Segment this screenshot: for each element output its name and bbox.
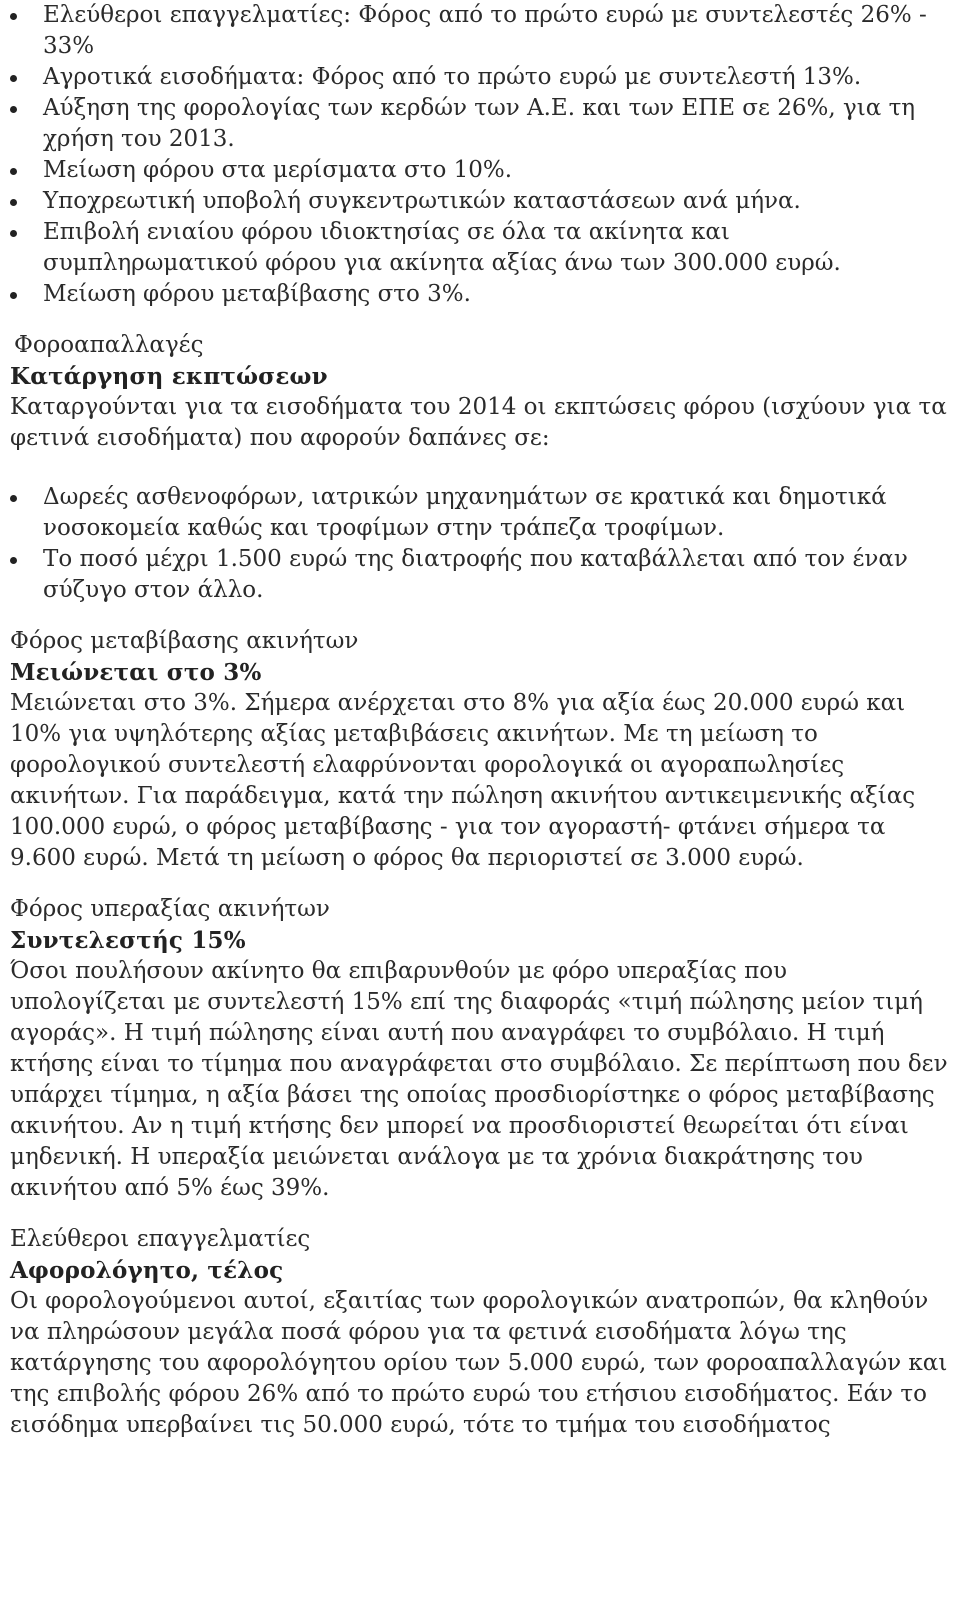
- section-exemptions: [10, 330, 950, 606]
- section-headline: Συντελεστής 15%: [10, 927, 246, 954]
- section-kicker: Φόρος υπεραξίας ακινήτων: [10, 896, 330, 922]
- section-body: Οι φορολογούμενοι αυτοί, εξαιτίας των φορολογικών ανατροπών, θα κληθούν να πληρώσουν μεγάλα ποσά φόρου για τα φετινά εισοδήματα λόγω της κατάργησης του αφορολόγητου ορίου των 5.000 ευρώ, των φοροαπαλλαγών και της επιβολής φόρου 26% από το πρώτο ευρώ του ετήσιου εισοδήματος. Εάν το εισόδημα υπερβαίνει τις 50.000 ευρώ, τότε το τμήμα του εισοδήματος: [10, 1288, 948, 1438]
- section-headline: Μειώνεται στο 3%: [10, 659, 262, 686]
- list-item: Αύξηση της φορολογίας των κερδών των Α.Ε. και των ΕΠΕ σε 26%, για τη χρήση του 2013.: [10, 93, 930, 155]
- list-item: Το ποσό μέχρι 1.500 ευρώ της διατροφής που καταβάλλεται από τον έναν σύζυγο στον άλλο.: [10, 544, 930, 606]
- section-kicker: Φοροαπαλλαγές: [14, 332, 204, 358]
- section-headline: Κατάργηση εκπτώσεων: [10, 363, 328, 390]
- section-kicker: Ελεύθεροι επαγγελματίες: [10, 1226, 311, 1252]
- list-item: Δωρεές ασθενοφόρων, ιατρικών μηχανημάτων σε κρατικά και δημοτικά νοσοκομεία καθώς και τροφίμων στην τράπεζα τροφίμων.: [10, 482, 930, 544]
- section-body: Καταργούνται για τα εισοδήματα του 2014 οι εκπτώσεις φόρου (ισχύουν για τα φετινά εισοδήματα) που αφορούν δαπάνες σε:: [10, 394, 947, 451]
- section-body: Μειώνεται στο 3%. Σήμερα ανέρχεται στο 8% για αξία έως 20.000 ευρώ και 10% για υψηλότερης αξίας μεταβιβάσεις ακινήτων. Με τη μείωση το φορολογικού συντελεστή ελαφρύνονται φορολογικά οι αγοραπωλησίες ακινήτων. Για παράδειγμα, κατά την πώληση ακινήτου αντικειμενικής αξίας 100.000 ευρώ, ο φόρος μεταβίβασης - για τον αγοραστή- φτάνει σήμερα τα 9.600 ευρώ. Μετά τη μείωση ο φόρος θα περιοριστεί σε 3.000 ευρώ.: [10, 690, 916, 871]
- list-item: Ελεύθεροι επαγγελματίες: Φόρος από το πρώτο ευρώ με συντελεστές 26% - 33%: [10, 0, 930, 62]
- section-headline: Αφορολόγητο, τέλος: [10, 1257, 284, 1284]
- section-body: Όσοι πουλήσουν ακίνητο θα επιβαρυνθούν με φόρο υπεραξίας που υπολογίζεται με συντελεστή 15% επί της διαφοράς «τιμή πώλησης μείον τιμή αγοράς». Η τιμή πώλησης είναι αυτή που αναγράφει το συμβόλαιο. Η τιμή κτήσης είναι το τίμημα που αναγράφεται στο συμβόλαιο. Σε περίπτωση που δεν υπάρχει τίμημα, η αξία βάσει της οποίας προσδιορίστηκε ο φόρος μεταβίβασης ακινήτου. Αν η τιμή κτήσης δεν μπορεί να προσδιοριστεί θεωρείται ότι είναι μηδενική. Η υπεραξία μειώνεται ανάλογα με τα χρόνια διακράτησης του ακινήτου από 5% έως 39%.: [10, 958, 948, 1201]
- list-item: Μείωση φόρου στα μερίσματα στο 10%.: [10, 155, 930, 186]
- exemptions-bullet-list: [10, 482, 950, 606]
- list-item: Υποχρεωτική υποβολή συγκεντρωτικών καταστάσεων ανά μήνα.: [10, 186, 930, 217]
- list-item: Μείωση φόρου μεταβίβασης στο 3%.: [10, 279, 930, 310]
- section-transfer-tax: [10, 626, 950, 874]
- section-kicker: Φόρος μεταβίβασης ακινήτων: [10, 628, 359, 654]
- section-capital-gains: [10, 894, 950, 1204]
- section-freelancers: [10, 1224, 950, 1441]
- list-item: Αγροτικά εισοδήματα: Φόρος από το πρώτο ευρώ με συντελεστή 13%.: [10, 62, 930, 93]
- intro-bullet-list: [10, 0, 950, 310]
- list-item: Επιβολή ενιαίου φόρου ιδιοκτησίας σε όλα τα ακίνητα και συμπληρωματικού φόρου για ακίνητα αξίας άνω των 300.000 ευρώ.: [10, 217, 930, 279]
